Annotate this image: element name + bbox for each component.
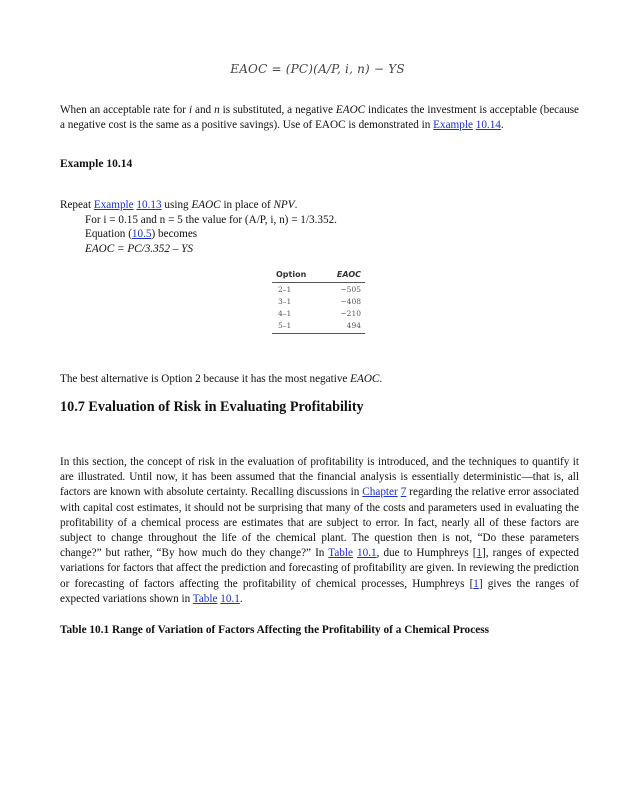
table-caption: Table 10.1 Range of Variation of Factors Affecting the Profitability of a Chemical Process: [60, 624, 490, 636]
table-header-row: [272, 268, 365, 283]
equation-link[interactable]: 10.5: [131, 228, 152, 240]
paragraph-risk-intro: In this section, the concept of risk in the evaluation of profitability is introduced, and the techniques to quantify it are illustrated. Until now, it has been assumed that the financial analysis is essentially deterministic—that is, all factors are known with absolute certainty. Recalling discussions in Chapter 7 regarding the relative error associated with capital cost estimates, it should not be surprising that many of the costs and parameters used in evaluating the profitability of a chemical process are estimates that are subject to error. In fact, nearly all of these factors are subject to change throughout the life of the chemical plant. The question then is not, “Do these parameters change?” but rather, “By how much do they change?” In Table 10.1, due to Humphreys [1], ranges of expected variations for factors that affect the prediction and forecasting of profitability are given. In reviewing the prediction or forecasting of factors affecting the profitability of chemical processes, Humphreys [1] gives the ranges of expected variations shown in Table 10.1.: [60, 456, 579, 605]
example-link[interactable]: Example: [433, 119, 473, 132]
chapter-link[interactable]: Chapter: [362, 486, 398, 499]
example-link[interactable]: Example: [93, 199, 134, 211]
option-eaoc-table: [272, 268, 365, 334]
table-row: 5–1 494: [272, 319, 365, 334]
example-number-link[interactable]: 10.13: [136, 199, 162, 211]
table-number-link[interactable]: 10.1: [357, 547, 377, 560]
table-link[interactable]: Table: [328, 547, 353, 560]
example-line-4: EAOC = PC/3.352 – YS: [85, 242, 193, 255]
table-link[interactable]: Table: [192, 592, 218, 605]
table-row: 4–1 −210: [278, 309, 361, 318]
example-body: [60, 198, 337, 256]
chapter-number-link[interactable]: 7: [400, 486, 407, 499]
paragraph-eaoc-usage: When an acceptable rate for i and n is substituted, a negative EAOC indicates the investment is acceptable (because a negative cost is the same as a positive savings). Use of EAOC is demonstrated in Example 10.14.: [60, 104, 580, 132]
table-number-link[interactable]: 10.1: [220, 592, 240, 605]
example-line-1: Repeat Example 10.13 using EAOC in place of NPV.: [60, 199, 298, 211]
example-number-link[interactable]: 10.14: [475, 119, 501, 132]
conclusion-text: The best alternative is Option 2 because it has the most negative EAOC.: [60, 373, 383, 385]
reference-link[interactable]: 1: [473, 577, 479, 590]
section-heading: 10.7 Evaluation of Risk in Evaluating Profitability: [60, 399, 364, 415]
eaoc-equation: EAOC = (PC)(A/P, i, n) − YS: [230, 62, 405, 76]
example-heading: Example 10.14: [60, 158, 133, 170]
option-header: Option: [272, 268, 323, 283]
reference-link[interactable]: 1: [476, 547, 483, 560]
example-line-3: Equation (10.5) becomes: [85, 228, 198, 240]
example-line-2: For i = 0.15 and n = 5 the value for (A/P, i, n) = 1/3.352.: [85, 213, 337, 226]
table-row: 3–1 −408: [278, 297, 361, 306]
table-row: 2–1 −505: [278, 285, 361, 294]
eaoc-header: EAOC: [323, 268, 365, 283]
